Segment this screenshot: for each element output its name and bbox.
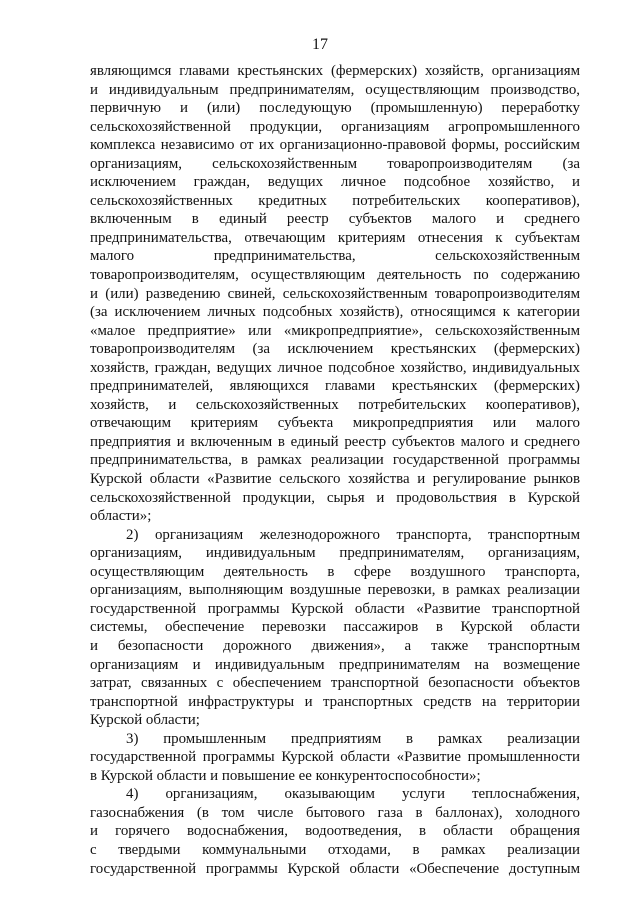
text-line: области»;	[90, 508, 152, 525]
text-line: товаропроизводителям (за исключением крестьянских (фермерских)	[90, 341, 580, 358]
text-line: комплекса независимо от их организационно-правовой формы, российским	[90, 137, 580, 154]
page-number: 17	[312, 36, 328, 53]
text-line: «малое предприятие» или «микропредприятие», сельскохозяйственным	[90, 322, 580, 339]
text-line: организациям и индивидуальным предпринимателям на возмещение	[90, 656, 580, 673]
text-line: предпринимательства, отвечающим критериям отнесения к субъектам	[90, 229, 580, 246]
text-line: предпринимателей, являющихся главами крестьянских (фермерских)	[90, 378, 580, 395]
text-line: 3) промышленным предприятиям в рамках реализации	[126, 730, 580, 747]
text-line: сельскохозяйственной продукции, сырья и продовольствия в Курской	[90, 489, 580, 506]
text-line: системы, обеспечение перевозки пассажиров в Курской области	[90, 619, 580, 636]
text-line: и индивидуальным предпринимателям, осуществляющим производство,	[90, 81, 580, 98]
text-line: предприятия и включенным в единый реестр субъектов малого и среднего	[90, 433, 580, 450]
text-line: 2) организациям железнодорожного транспорта, транспортным	[126, 526, 580, 543]
text-line: и горячего водоснабжения, водоотведения, в области обращения	[90, 823, 580, 840]
text-line: в Курской области и повышение ее конкурентоспособности»;	[90, 767, 481, 784]
text-line: государственной программы Курской области «Развитие транспортной	[90, 600, 580, 617]
text-line: государственной программы Курской области «Обеспечение доступным	[90, 860, 580, 877]
text-line: первичную и (или) последующую (промышленную) переработку	[90, 100, 580, 117]
text-line: товаропроизводителям, осуществляющим деятельность по содержанию	[90, 267, 580, 284]
text-line: сельскохозяйственных кредитных потребительских кооперативов),	[90, 192, 580, 209]
text-line: и (или) разведению свиней, сельскохозяйственным товаропроизводителям	[90, 285, 580, 302]
text-line: транспортной инфраструктуры и транспортных средств на территории	[90, 693, 580, 710]
text-line: включенным в единый реестр субъектов малого и среднего	[90, 211, 580, 228]
text-line: Курской области «Развитие сельского хозяйства и регулирование рынков	[90, 471, 580, 488]
text-line: 4) организациям, оказывающим услуги теплоснабжения,	[126, 786, 580, 803]
text-line: предпринимательства, в рамках реализации государственной программы	[90, 452, 580, 469]
text-line: организациям, выполняющим воздушные перевозки, в рамках реализации	[90, 582, 580, 599]
text-line: государственной программы Курской области «Развитие промышленности	[90, 749, 580, 766]
text-line: (за исключением личных подсобных хозяйств), относящимся к категории	[90, 304, 580, 321]
text-line: являющимся главами крестьянских (фермерских) хозяйств, организациям	[90, 63, 580, 79]
text-line: и безопасности дорожного движения», а также транспортным	[90, 637, 580, 654]
text-line: газоснабжения (в том числе бытового газа в баллонах), холодного	[90, 804, 580, 821]
text-line: хозяйств, и сельскохозяйственных потребительских кооперативов),	[90, 396, 580, 413]
text-line: хозяйств, граждан, ведущих личное подсобное хозяйство, индивидуальных	[90, 359, 580, 376]
text-line: Курской области;	[90, 712, 200, 729]
text-line: организациям, сельскохозяйственным товаропроизводителям (за	[90, 155, 580, 172]
text-line: с твердыми коммунальными отходами, в рамках реализации	[90, 841, 580, 858]
document-body	[90, 62, 580, 878]
text-line: сельскохозяйственной продукции, организациям агропромышленного	[90, 118, 580, 135]
text-line: осуществляющим деятельность в сфере воздушного транспорта,	[90, 563, 580, 580]
text-line: малого предпринимательства, сельскохозяйственным	[90, 248, 580, 265]
text-line: организациям, индивидуальным предпринимателям, организациям,	[90, 545, 580, 562]
text-line: затрат, связанных с обеспечением транспортной безопасности объектов	[90, 675, 580, 692]
text-line: отвечающим критериям субъекта микропредприятия или малого	[90, 415, 580, 432]
text-line: исключением граждан, ведущих личное подсобное хозяйство, и	[90, 174, 580, 191]
